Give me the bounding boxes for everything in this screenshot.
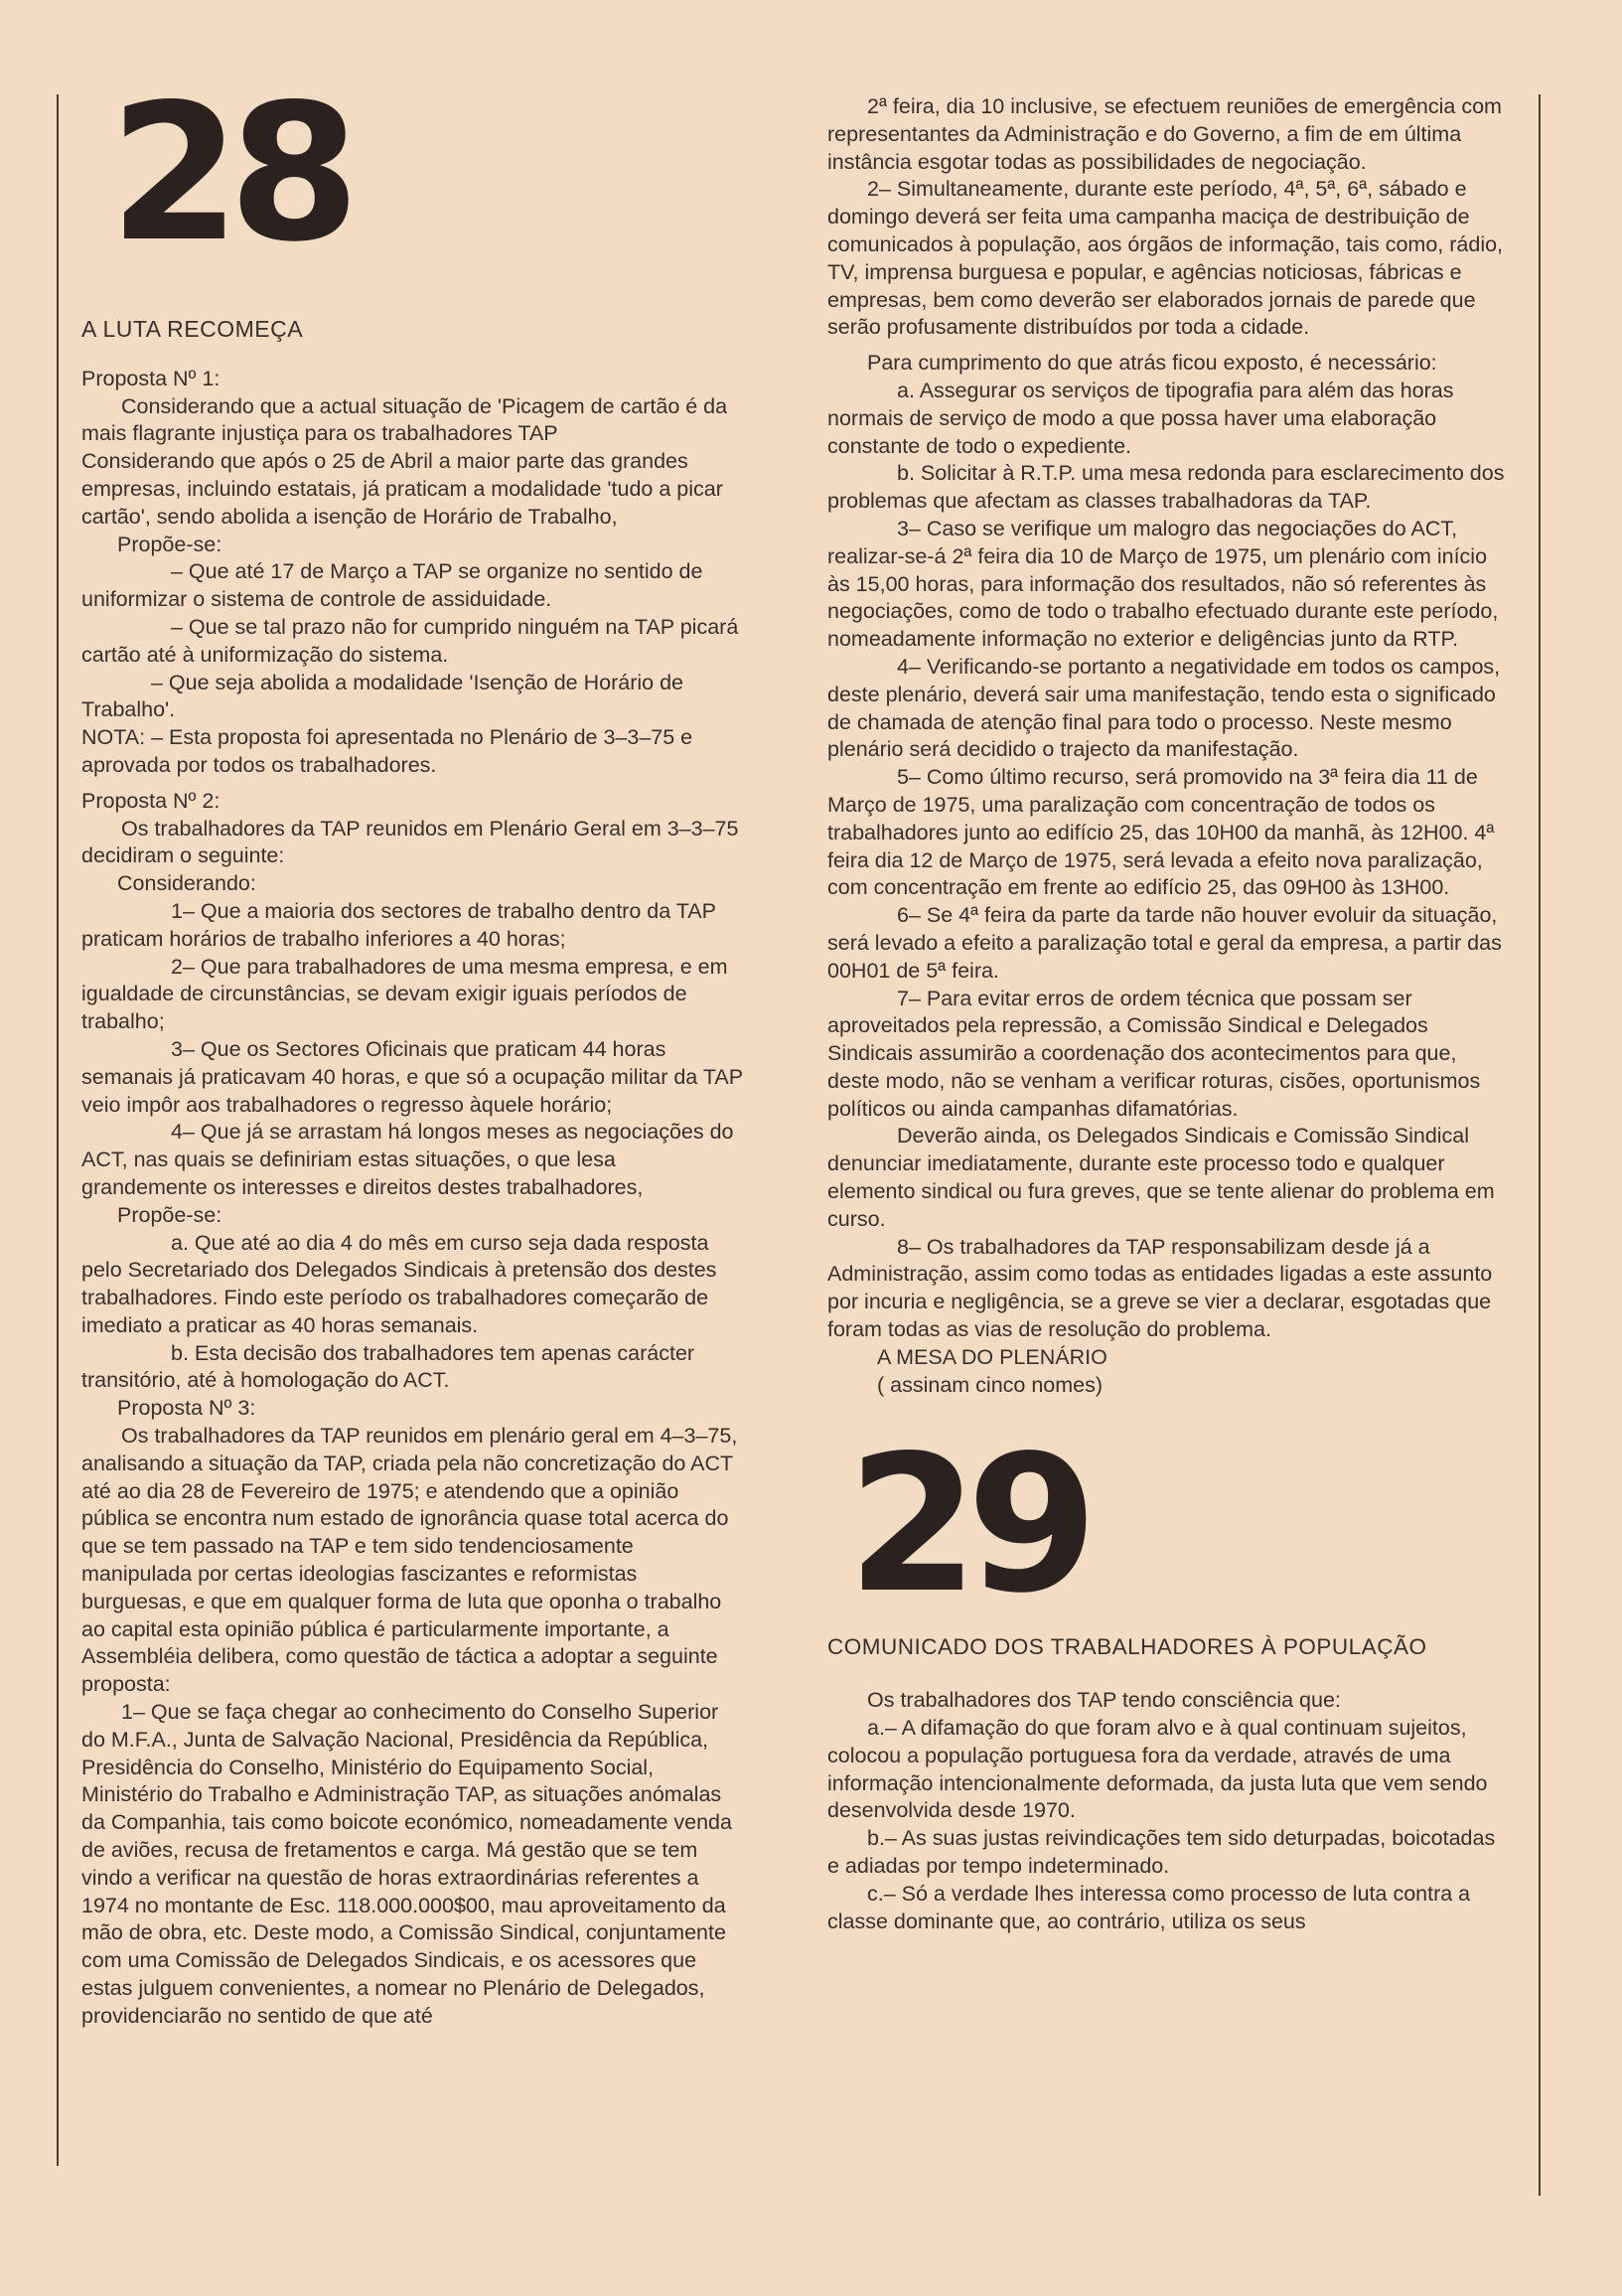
paragraph: Para cumprimento do que atrás ficou exposto, é necessário:: [867, 351, 1437, 376]
considerando-label: Considerando:: [117, 871, 256, 896]
list-item: b.– As suas justas reivindicações tem sido deturpadas, boicotadas e adiadas por tempo indeterminado.: [827, 1826, 1496, 1879]
list-item: b. Esta decisão dos trabalhadores tem apenas carácter transitório, até à homologação do ACT.: [81, 1340, 695, 1393]
list-item: 1– Que se faça chegar ao conhecimento do Conselho Superior do M.F.A., Junta de Salvação Nacional, Presidência da República, Presidência do Conselho, Ministério do Equipamento Social, Ministério do Trabalho e Administração TAP, as situações anómalas da Companhia, tais como boicote económico, nomeadamente venda de aviões, recusa de fretamentos e carga. Má gestão que se tem vindo a verificar na questão de horas extraordinárias referentes a 1974 no montante de Esc. 118.000.000$00, mau aproveitamento da mão de obra, etc. Deste modo, a Comissão Sindical, conjuntamente com uma Comissão de Delegados Sindicais, e os acessores que estas julguem convenientes, a nomear no Plenário de Delegados, providenciarão no sentido de que até: [81, 1700, 732, 2028]
list-item: 4– Verificando-se portanto a negatividade em todos os campos, deste plenário, deverá sair uma manifestação, tendo esta o significado de chamada de atenção final para todo o processo. Neste mesmo plenário será decidido o trajecto da manifestação.: [827, 654, 1501, 762]
left-column: [81, 64, 745, 2031]
list-item: 7– Para evitar erros de ordem técnica que possam ser aproveitados pela repressão, a Comissão Sindical e Delegados Sindicais assumirão a coordenação dos acontecimentos para que, deste modo, não se venham a verificar roturas, cisões, oportunismos políticos ou ainda campanhas difamatórias.: [827, 986, 1481, 1121]
list-item: 3– Caso se verifique um malogro das negociações do ACT, realizar-se-á 2ª feira dia 10 de Março de 1975, um plenário com início às 15,00 horas, para informação dos resultados, não só referentes às negociações, como de todo o trabalho efectuado durante este período, nomeadamente informação no exterior e deligências junto da RTP.: [827, 516, 1499, 652]
paragraph: Considerando que a actual situação de 'Picagem de cartão é da mais flagrante injustiça para os trabalhadores TAP: [81, 393, 728, 446]
section-title: A LUTA RECOMEÇA: [81, 316, 304, 342]
right-column: [827, 93, 1513, 1935]
right-column-rule: [1539, 94, 1541, 2196]
signature: A MESA DO PLENÁRIO: [877, 1344, 1107, 1369]
list-item: 2– Simultaneamente, durante este período, 4ª, 5ª, 6ª, sábado e domingo deverá ser feita uma campanha maciça de destribuição de comunicados à população, aos órgãos de informação, tais como, rádio, TV, imprensa burguesa e popular, e agências noticiosas, fábricas e empresas, bem como deverão ser elaborados jornais de parede que serão profusamente distribuídos por toda a cidade.: [827, 177, 1504, 340]
document-number: 28: [109, 64, 349, 283]
list-item: – Que até 17 de Março a TAP se organize no sentido de uniformizar o sistema de controle de assiduidade.: [81, 559, 703, 612]
proposal-heading: Proposta Nº 3:: [117, 1396, 256, 1421]
document-number: 29: [847, 1415, 1087, 1635]
list-item: – Que seja abolida a modalidade 'Isenção de Horário de Trabalho'.: [81, 670, 683, 722]
paragraph: Os trabalhadores dos TAP tendo consciência que:: [867, 1688, 1341, 1713]
list-item: a. Assegurar os serviços de tipografia para além das horas normais de serviço de modo a que possa haver uma elaboração constante de todo o expediente.: [827, 378, 1454, 458]
list-item: b. Solicitar à R.T.P. uma mesa redonda para esclarecimento dos problemas que afectam as classes trabalhadoras da TAP.: [827, 461, 1505, 514]
list-item: c.– Só a verdade lhes interessa como processo de luta contra a classe dominante que, ao contrário, utiliza os seus: [827, 1881, 1471, 1933]
list-item: 8– Os trabalhadores da TAP responsabilizam desde já a Administração, assim como todas as entidades ligadas a este assunto por incuria e negligência, se a greve se vier a declarar, esgotadas que foram todas as vias de resolução do problema.: [827, 1234, 1493, 1342]
paragraph: 2ª feira, dia 10 inclusive, se efectuem reuniões de emergência com representantes da Administração e do Governo, a fim de em última instância esgotar todas as possibilidades de negociação.: [827, 94, 1502, 174]
list-item: 5– Como último recurso, será promovido na 3ª feira dia 11 de Março de 1975, uma paralização com concentração de todos os trabalhadores junto ao edifício 25, das 10H00 da manhã, às 12H00. 4ª feira dia 12 de Março de 1975, será levada a efeito nova paralização, com concentração em frente ao edifício 25, das 09H00 às 13H00.: [827, 765, 1495, 900]
paragraph: Os trabalhadores da TAP reunidos em plenário geral em 4–3–75, analisando a situação da TAP, criada pela não concretização do ACT até ao dia 28 de Fevereiro de 1975; e atendendo que a opinião pública se encontra num estado de ignorância quase total acerca do que se tem passado na TAP e tem sido tendenciosamente manipulada por certas ideologias fascizantes e reformistas burguesas, e que em qualquer forma de luta que oponha o trabalho ao capital esta opinião pública é particularmente importante, a Assembléia delibera, como questão de táctica a adoptar a seguinte proposta:: [81, 1424, 738, 1697]
list-item: – Que se tal prazo não for cumprido ninguém na TAP picará cartão até à uniformização do sistema.: [81, 614, 739, 667]
section-title: COMUNICADO DOS TRABALHADORES À POPULAÇÃO: [827, 1634, 1427, 1660]
propoe-label: Propõe-se:: [117, 532, 222, 556]
proposal-heading: Proposta Nº 1:: [81, 366, 221, 390]
list-item: a.– A difamação do que foram alvo e à qual continuam sujeitos, colocou a população portuguesa fora da verdade, através de uma informação intencionalmente deformada, da justa luta que vem sendo desenvolvida desde 1970.: [827, 1716, 1488, 1823]
paragraph: Considerando que após o 25 de Abril a maior parte das grandes empresas, incluindo estatais, já praticam a modalidade 'tudo a picar cartão', sendo abolida a isenção de Horário de Trabalho,: [81, 449, 723, 529]
propoe-label: Propõe-se:: [117, 1202, 222, 1227]
note: NOTA: – Esta proposta foi apresentada no Plenário de 3–3–75 e aprovada por todos os trabalhadores.: [81, 725, 693, 777]
signature-note: ( assinam cinco nomes): [877, 1372, 1104, 1397]
list-item: 2– Que para trabalhadores de uma mesma empresa, e em igualdade de circunstâncias, se devam exigir iguais períodos de trabalho;: [81, 954, 728, 1034]
list-item: 3– Que os Sectores Oficinais que praticam 44 horas semanais já praticavam 40 horas, e que só a ocupação militar da TAP veio impôr aos trabalhadores o regresso àquele horário;: [81, 1036, 743, 1117]
list-item: 1– Que a maioria dos sectores de trabalho dentro da TAP praticam horários de trabalho inferiores a 40 horas;: [81, 898, 716, 951]
list-item: 4– Que já se arrastam há longos meses as negociações do ACT, nas quais se definiriam estas situações, o que lesa grandemente os interesses e direitos destes trabalhadores,: [81, 1120, 734, 1199]
paragraph: Os trabalhadores da TAP reunidos em Plenário Geral em 3–3–75 decidiram o seguinte:: [81, 816, 739, 868]
proposal-heading: Proposta Nº 2:: [81, 788, 221, 813]
list-item: a. Que até ao dia 4 do mês em curso seja dada resposta pelo Secretariado dos Delegados Sindicais à pretensão dos destes trabalhadores. Findo este período os trabalhadores começarão de imediato a praticar as 40 horas semanais.: [81, 1230, 717, 1337]
paragraph: Deverão ainda, os Delegados Sindicais e Comissão Sindical denunciar imediatamente, durante este processo todo e qualquer elemento sindical ou fura greves, que se tente alienar do problema em curso.: [827, 1124, 1495, 1231]
list-item: 6– Se 4ª feira da parte da tarde não houver evoluir da situação, será levado a efeito a paralização total e geral da empresa, a partir das 00H01 de 5ª feira.: [827, 903, 1502, 983]
left-column-rule: [57, 94, 59, 2166]
